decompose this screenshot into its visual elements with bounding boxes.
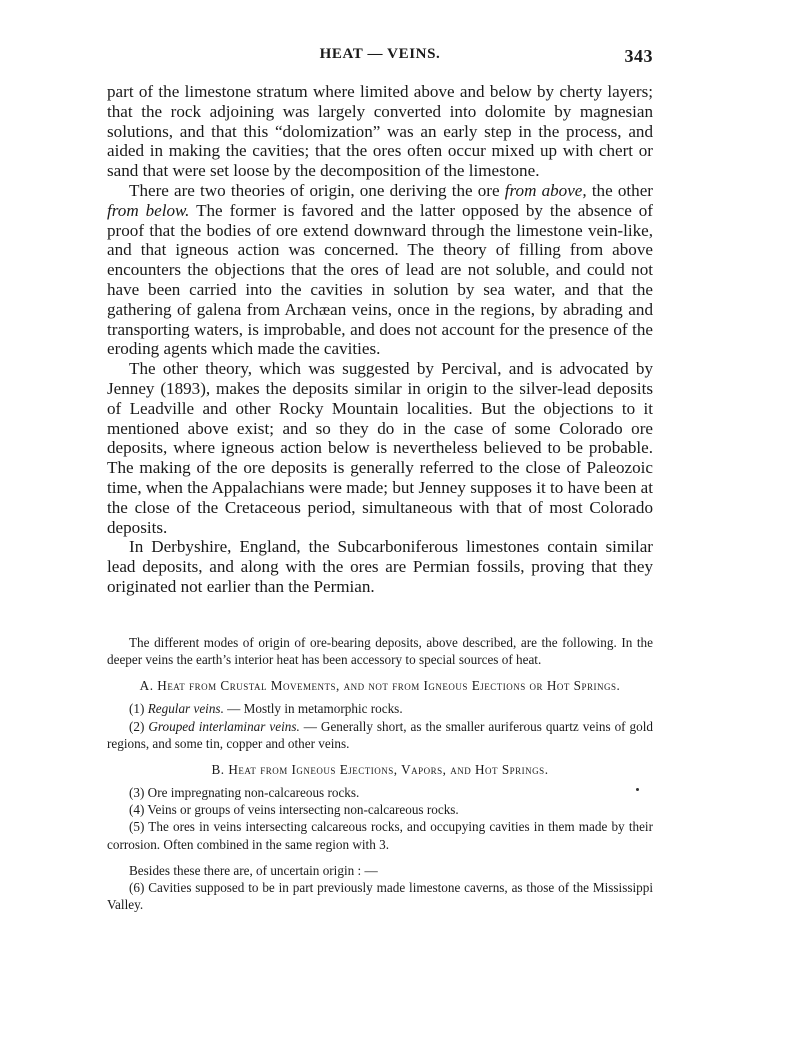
emphasis-from-above: from above, bbox=[504, 180, 587, 200]
uncertain-origin-note: Besides these there are, of uncertain origin : — bbox=[129, 862, 378, 878]
list-item-1 bbox=[107, 700, 653, 717]
summary-intro: The different modes of origin of ore-bearing deposits, above described, are the following. In the deeper veins the earth’s interior heat has been accessory to special sources of heat. bbox=[107, 635, 653, 668]
page-number: 343 bbox=[624, 46, 653, 66]
ink-speck bbox=[636, 788, 639, 791]
emphasis-from-below: from below. bbox=[107, 200, 190, 220]
main-text bbox=[107, 82, 653, 597]
item-text: — Generally short, as the smaller auriferous quartz veins of gold regions, and some tin, copper and other veins. bbox=[107, 718, 653, 751]
list-item-5: (5) The ores in veins intersecting calcareous rocks, and occupying cavities in them made by their corrosion. Often combined in the same region with 3. bbox=[107, 819, 653, 852]
item-number: (2) bbox=[129, 718, 149, 734]
text-run: The former is favored and the latter opposed by the absence of proof that the bodies of ore extend downward through the limestone vein-like, and that igneous action was concerned. The theory of filling from above encounters the objections that the ores of lead are not soluble, and could not have been carried into the cavities in solution by sea water, and that the gathering of galena from Archæan veins, once in the regions, by abrading and transporting waters, is improbable, and does not account for the presence of the eroding agents which made the cavities. bbox=[107, 200, 653, 359]
paragraph-theories bbox=[107, 181, 653, 359]
list-item-4: (4) Veins or groups of veins intersecting non-calcareous rocks. bbox=[129, 802, 459, 818]
running-title: HEAT — VEINS. bbox=[319, 46, 441, 62]
item-title: Regular veins. bbox=[147, 701, 224, 717]
heading-b: B. Heat from Igneous Ejections, Vapors, and Hot Springs. bbox=[211, 762, 549, 778]
heading-a: A. Heat from Crustal Movements, and not from Igneous Ejections or Hot Springs. bbox=[139, 678, 621, 694]
paragraph-other-theory: The other theory, which was suggested by Percival, and is advocated by Jenney (1893), makes the deposits similar in origin to the silver-lead deposits of Leadville and other Rocky Mountain localities. But the objections to it mentioned above exist; and so they do in the case of some Colorado ore deposits, where igneous action below is nevertheless believed to be probable. The making of the ore deposits is generally referred to the close of Paleozoic time, when the Appalachians were made; but Jenney supposes it to have been at the close of the Cretaceous period, simultaneous with that of most Colorado deposits. bbox=[107, 359, 653, 537]
list-item-3: (3) Ore impregnating non-calcareous rocks. bbox=[129, 785, 360, 801]
summary-section bbox=[107, 634, 653, 913]
text-run: There are two theories of origin, one deriving the ore bbox=[129, 180, 505, 200]
item-number: (1) bbox=[129, 701, 148, 717]
item-text: — Mostly in metamorphic rocks. bbox=[223, 701, 403, 717]
list-item-6: (6) Cavities supposed to be in part previously made limestone caverns, as those of the Mississippi Valley. bbox=[107, 880, 653, 913]
list-item-2 bbox=[107, 718, 653, 752]
paragraph-continuation: part of the limestone stratum where limited above and below by cherty layers; that the rock adjoining was largely converted into dolomite by magnesian solutions, and that this “dolomization” was an early step in the process, and aided in making the cavities; that the ores often occur mixed up with chert or sand that were set loose by the decomposition of the limestone. bbox=[107, 82, 653, 181]
text-run: the other bbox=[586, 180, 653, 200]
paragraph-derbyshire: In Derbyshire, England, the Subcarboniferous limestones contain similar lead deposits, and along with the ores are Permian fossils, proving that they originated not earlier than the Permian. bbox=[107, 537, 653, 596]
item-title: Grouped interlaminar veins. bbox=[148, 718, 300, 734]
